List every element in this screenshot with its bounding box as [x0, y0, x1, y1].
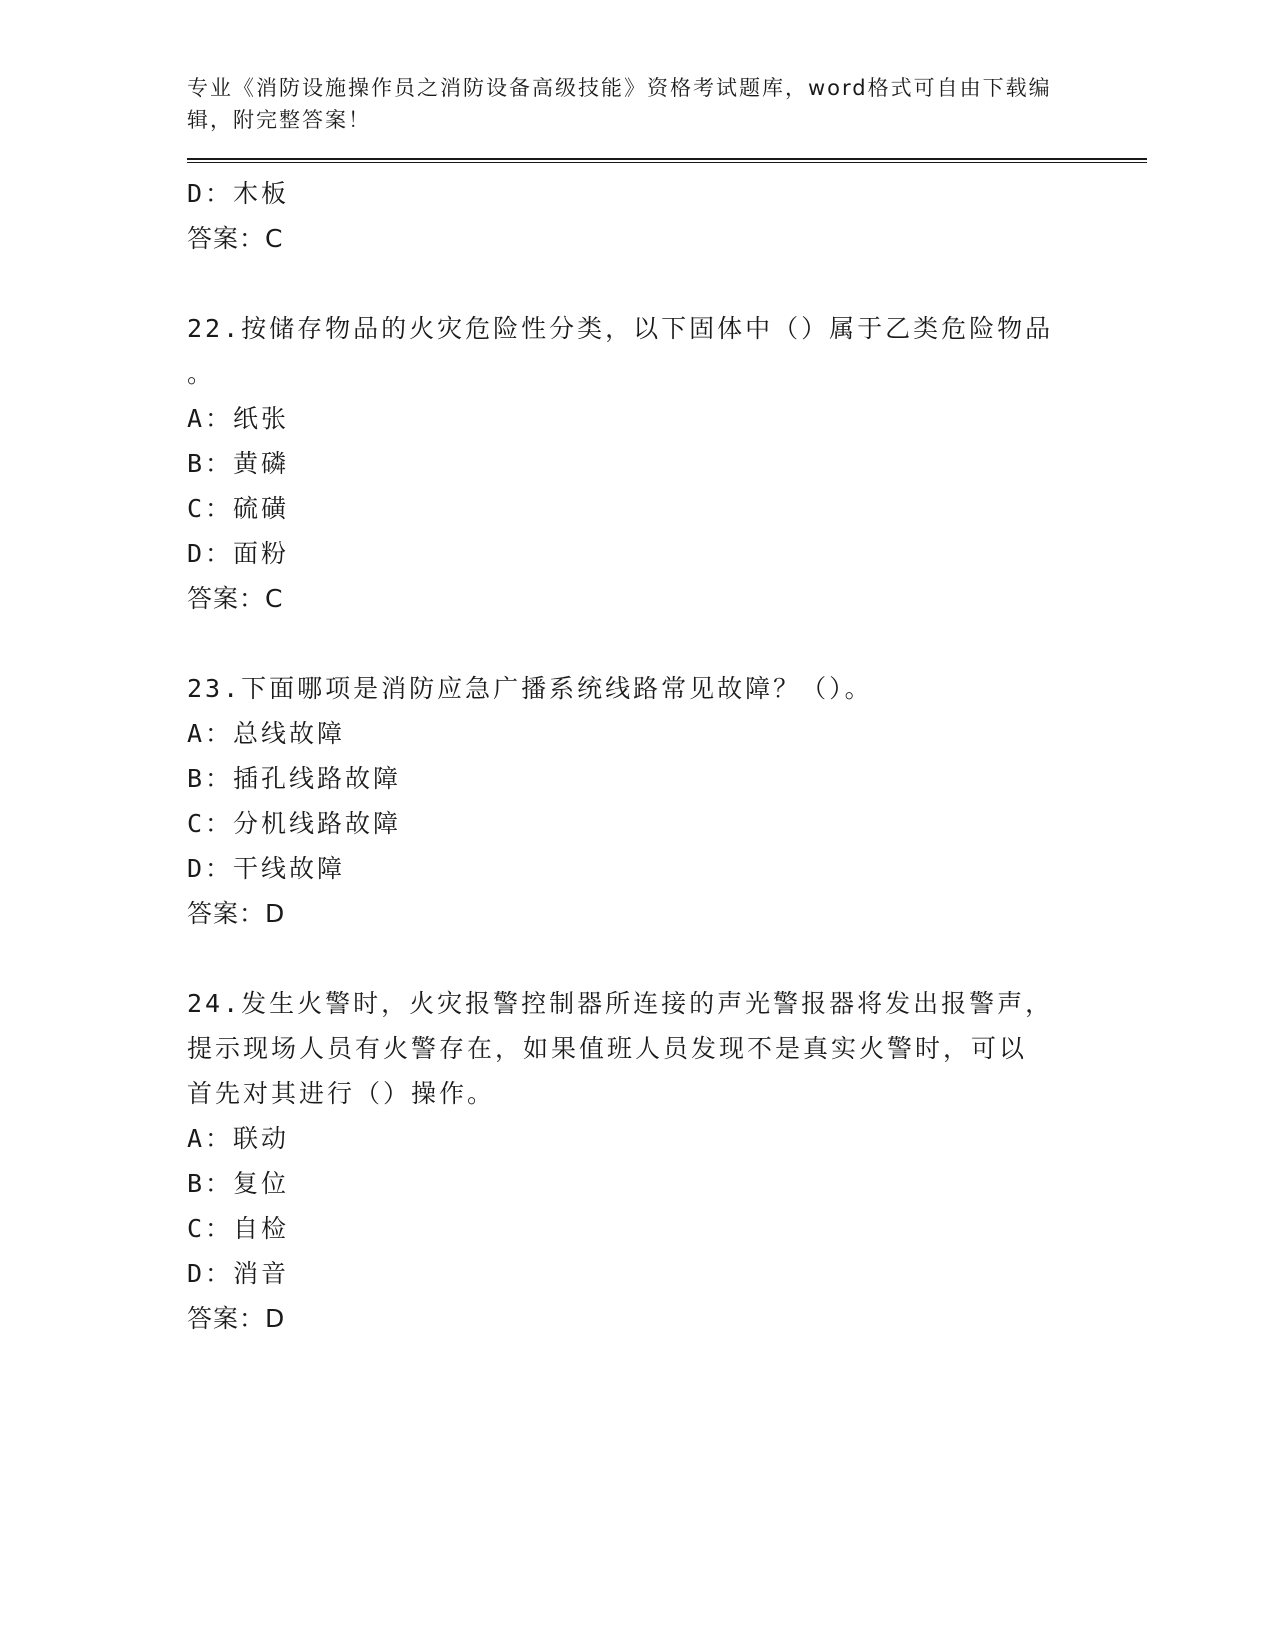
question-text-line: 22.按储存物品的火灾危险性分类，以下固体中（）属于乙类危险物品 [187, 314, 1054, 343]
option-b: B：插孔线路故障 [187, 764, 402, 793]
option-a: A：联动 [187, 1124, 290, 1153]
question-text-line: 24.发生火警时，火灾报警控制器所连接的声光警报器将发出报警声， [187, 989, 1054, 1018]
question-text-line: 提示现场人员有火警存在，如果值班人员发现不是真实火警时，可以 [187, 1034, 1028, 1063]
option-a: A：纸张 [187, 404, 290, 433]
option-c: C：硫磺 [187, 494, 290, 523]
question-text-line: 。 [187, 359, 216, 388]
option-d: D：面粉 [187, 539, 290, 568]
option-d: D：消音 [187, 1259, 290, 1288]
answer-line: 答案：D [187, 1304, 286, 1333]
question-list [187, 171, 1147, 1341]
question-text-line: 23.下面哪项是消防应急广播系统线路常见故障？（）。 [187, 674, 873, 703]
option-c: C：自检 [187, 1214, 290, 1243]
header-divider [187, 158, 1147, 163]
option-a: A：总线故障 [187, 719, 346, 748]
option-b: B：复位 [187, 1169, 290, 1198]
question-text-line: 首先对其进行（）操作。 [187, 1079, 496, 1108]
option-c: C：分机线路故障 [187, 809, 402, 838]
document-header: 专业《消防设施操作员之消防设备高级技能》资格考试题库，word格式可自由下载编辑，附完整答案！ [187, 76, 1052, 132]
question-23-text [187, 666, 1087, 711]
option-d: D：干线故障 [187, 854, 346, 883]
option-d: D：木板 [187, 179, 290, 208]
answer-line: 答案：C [187, 224, 284, 253]
question-22-text [187, 306, 1087, 396]
option-b: B：黄磷 [187, 449, 290, 478]
answer-line: 答案：D [187, 899, 286, 928]
question-24-text [187, 981, 1087, 1116]
answer-line: 答案：C [187, 584, 284, 613]
document-page [187, 72, 1147, 1341]
